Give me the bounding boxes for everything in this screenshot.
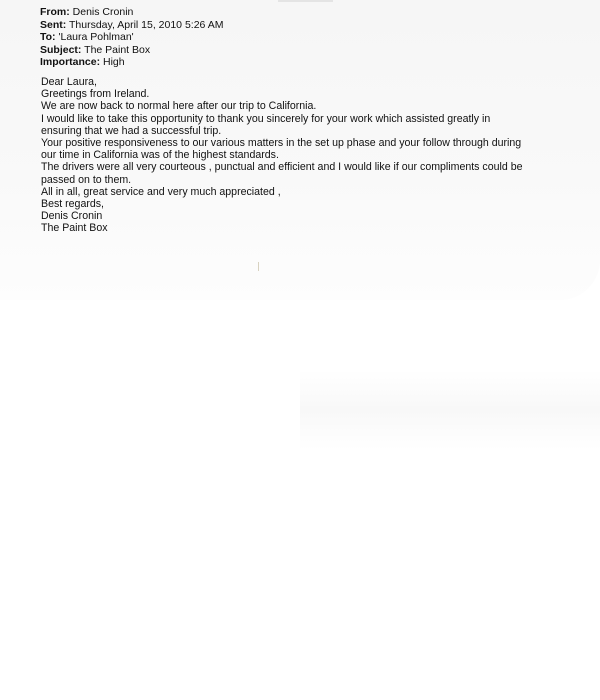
from-row [40, 6, 223, 19]
scan-smudge [300, 370, 600, 450]
closing: Best regards, [41, 198, 105, 211]
body-line: We are now back to normal here after our trip to California. [41, 100, 317, 113]
scan-artifact-mark [258, 262, 259, 271]
body-line: I would like to take this opportunity to thank you sincerely for your work which assisted greatly in [41, 112, 491, 125]
body-line: our time in California was of the highest standards. [41, 149, 279, 162]
to-label: To: [40, 31, 56, 43]
email-body [41, 76, 581, 235]
from-label: From: [40, 6, 70, 18]
signature-company: The Paint Box [41, 222, 108, 235]
subject-row [40, 44, 223, 57]
sent-label: Sent: [40, 18, 67, 31]
importance-value: High [103, 56, 125, 68]
importance-label: Importance: [40, 56, 101, 68]
subject-label: Subject: [40, 43, 82, 56]
email-header [40, 6, 223, 69]
body-line: Greetings from Ireland. [41, 88, 150, 101]
sent-value: Thursday, April 15, 2010 5:26 AM [68, 18, 224, 31]
body-line: passed on to them. [41, 173, 132, 186]
from-value: Denis Cronin [72, 6, 134, 18]
sent-row [40, 19, 223, 32]
body-line: The drivers were all very courteous , punctual and efficient and I would like if our compliments could be [41, 161, 523, 174]
subject-value: The Paint Box [84, 43, 151, 56]
body-line: Your positive responsiveness to our various matters in the set up phase and your follow through during [41, 137, 522, 150]
signature-name: Denis Cronin [41, 210, 103, 223]
importance-row [40, 56, 223, 69]
greeting: Dear Laura, [41, 76, 97, 88]
scan-artifact-line [278, 0, 333, 2]
body-line: All in all, great service and very much appreciated , [41, 185, 281, 198]
body-line: ensuring that we had a successful trip. [41, 124, 222, 137]
to-value: 'Laura Pohlman' [58, 31, 134, 43]
to-row [40, 31, 223, 44]
